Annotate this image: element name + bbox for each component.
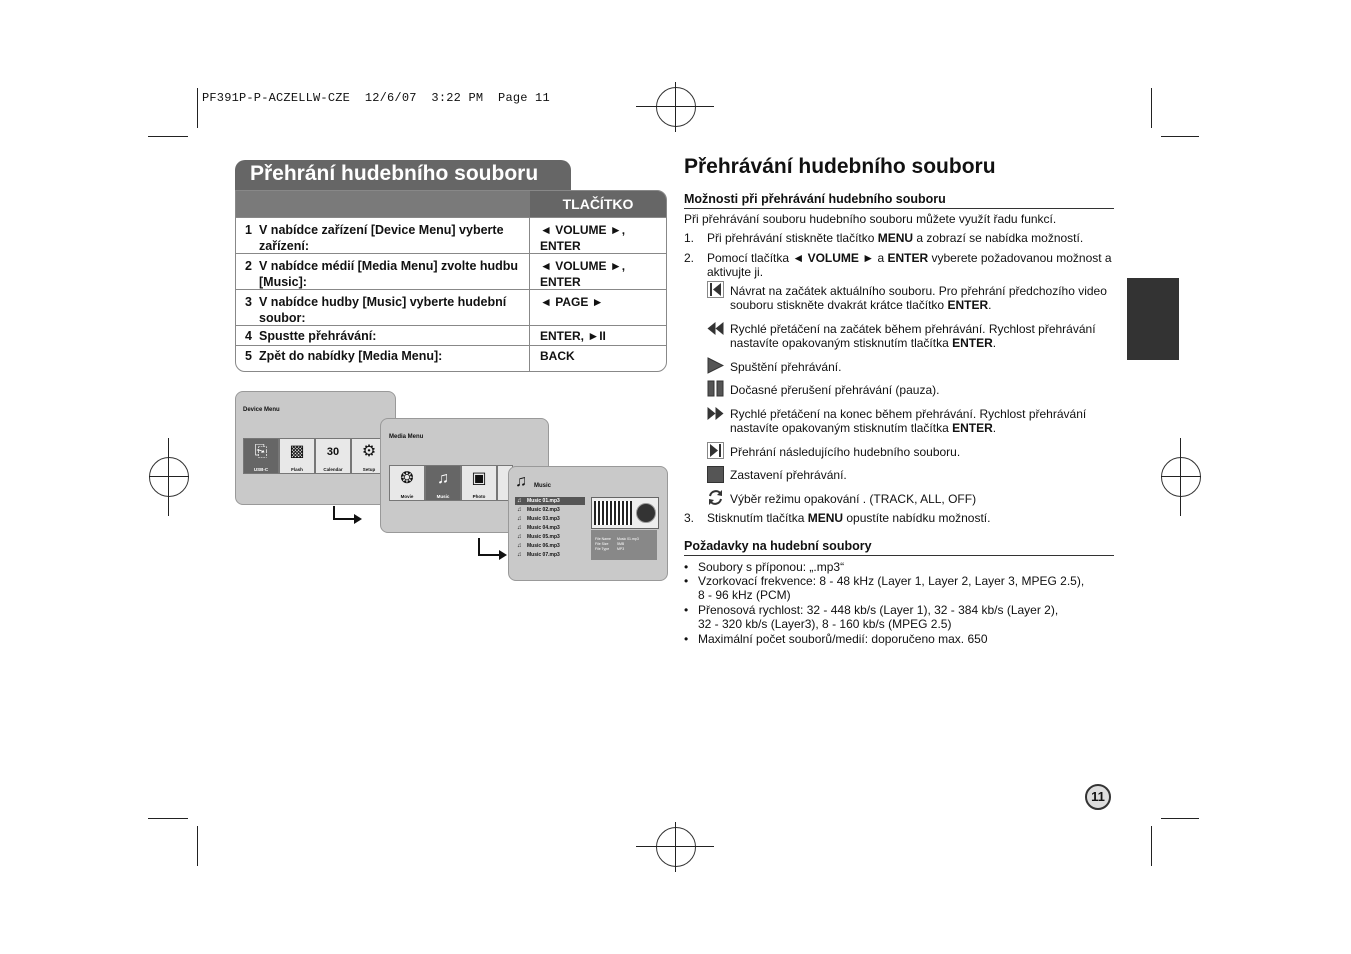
album-art-panel — [591, 497, 659, 529]
music-note-icon: ♫ — [515, 473, 527, 490]
option-text: Spuštění přehrávání. — [730, 360, 842, 374]
section-heading: Požadavky na hudební soubory — [684, 539, 1114, 556]
bullet-text: Vzorkovací frekvence: 8 - 48 kHz (Layer 1, Layer 2, Layer 3, MPEG 2.5), 8 - 96 kHz (PCM) — [698, 574, 1085, 602]
film-reel-icon: ❂ — [400, 470, 414, 487]
list-item[interactable]: ♫ Music 07.mp3 — [515, 551, 585, 559]
table-row: 1 V nabídce zařízení [Device Menu] vyberte zařízení: ◄ VOLUME ►, ENTER — [236, 217, 666, 254]
table-row: 2 V nabídce médií [Media Menu] zvolte hudbu [Music]: ◄ VOLUME ►, ENTER — [236, 253, 666, 290]
option-text: Dočasné přerušení přehrávání (pauza). — [730, 383, 940, 397]
crop-mark — [1161, 818, 1199, 819]
bullet: • — [684, 560, 689, 574]
rewind-icon — [707, 320, 724, 337]
movie-tile[interactable]: ❂ Movie — [389, 465, 425, 501]
bullet: • — [684, 574, 689, 588]
barcode-icon — [594, 501, 632, 525]
step-text: Stisknutím tlačítka MENU opustíte nabídku možností. — [707, 511, 991, 525]
list-item[interactable]: ♫ Music 01.mp3 — [515, 497, 585, 505]
calendar-tile[interactable]: 30 Calendar — [315, 438, 351, 474]
step-number: 3. — [684, 511, 695, 525]
skip-forward-icon — [707, 442, 724, 459]
step-number: 2. — [684, 251, 695, 265]
instruction-box — [235, 160, 667, 371]
section-title: Přehrání hudebního souboru — [250, 162, 539, 185]
list-item[interactable]: ♫ Music 06.mp3 — [515, 542, 585, 550]
table-row: 3 V nabídce hudby [Music] vyberte hudební soubor: ◄ PAGE ► — [236, 289, 666, 326]
table-row: 4 Spustte přehrávání: ENTER, ►II — [236, 325, 666, 346]
stop-icon — [707, 466, 724, 483]
photo-tile[interactable]: ▣ Photo — [461, 465, 497, 501]
music-note-icon: ♫ — [437, 470, 449, 487]
device-menu-title: Device Menu — [243, 407, 280, 413]
option-text: Návrat na začátek aktuálního souboru. Pro přehrání předchozího video souboru stiskněte dvakrát krátce tlačítko ENTER. — [730, 284, 1107, 312]
list-item[interactable]: ♫ Music 05.mp3 — [515, 533, 585, 541]
bullet: • — [684, 603, 689, 617]
device-menu-screen — [235, 391, 396, 505]
calendar-icon: 30 — [326, 446, 340, 458]
step-number: 1. — [684, 231, 695, 245]
button-cell: ◄ VOLUME ►, ENTER — [540, 259, 626, 289]
usb-icon: ⎘ — [254, 443, 268, 460]
photo-icon: ▣ — [471, 470, 487, 487]
crop-mark — [1151, 88, 1152, 128]
music-menu-title: Music — [534, 483, 552, 489]
music-tile[interactable]: ♫ Music — [425, 465, 461, 501]
print-header: PF391P-P-ACZELLW-CZE 12/6/07 3:22 PM Page 11 — [202, 91, 550, 105]
file-info-panel: File Name File Size File Type Music 01.mp3 5MB MP3 — [591, 530, 657, 560]
option-text: Zastavení přehrávání. — [730, 468, 847, 482]
page-title: Přehrávání hudebního souboru — [684, 155, 996, 178]
fast-forward-icon — [707, 405, 724, 422]
table-row: 5 Zpět do nabídky [Media Menu]: BACK — [236, 345, 666, 372]
button-cell: ENTER, ►II — [540, 329, 606, 343]
list-item[interactable]: ♫ Music 03.mp3 — [515, 515, 585, 523]
option-text: Rychlé přetáčení na začátek během přehrávání. Rychlost přehrávání nastavíte opakovaným stisknutím tlačítka ENTER. — [730, 322, 1096, 350]
list-item[interactable]: ♫ Music 04.mp3 — [515, 524, 585, 532]
button-cell: ◄ PAGE ► — [540, 295, 604, 309]
button-column-header: TLAČÍTKO — [530, 191, 666, 217]
cd-icon — [636, 503, 656, 523]
section-heading: Možnosti při přehrávání hudebního souboru — [684, 192, 1114, 209]
step-text: Při přehrávání stiskněte tlačítko MENU a zobrazí se nabídka možností. — [707, 231, 1084, 245]
play-icon — [707, 357, 724, 374]
steps-table — [235, 190, 667, 372]
intro-text: Při přehrávání souboru hudebního souboru můžete využít řadu funkcí. — [684, 212, 1057, 226]
usb-tile[interactable]: ⎘ USB-C — [243, 438, 279, 474]
crop-mark — [148, 136, 188, 137]
bullet-text: Maximální počet souborů/medií: doporučeno max. 650 — [698, 632, 988, 646]
arrow-icon — [330, 505, 364, 525]
media-menu-title: Media Menu — [389, 434, 424, 440]
bullet: • — [684, 632, 689, 646]
setup-tile[interactable]: ⚙ Setup — [351, 438, 387, 474]
side-tab — [1127, 278, 1179, 360]
arrow-icon — [475, 537, 509, 561]
repeat-icon — [707, 489, 724, 506]
pause-icon — [707, 380, 724, 397]
option-text: Rychlé přetáčení na konec během přehrávání. Rychlost přehrávání nastavíte opakovaným stisknutím tlačítka ENTER. — [730, 407, 1087, 435]
crop-mark — [197, 826, 198, 866]
memory-card-icon: ▩ — [289, 443, 305, 460]
button-cell: BACK — [540, 349, 575, 363]
bullet-text: Soubory s příponou: „.mp3“ — [698, 560, 845, 574]
option-text: Přehrání následujícího hudebního souboru. — [730, 445, 961, 459]
option-text: Výběr režimu opakování . (TRACK, ALL, OFF) — [730, 492, 977, 506]
button-cell: ◄ VOLUME ►, ENTER — [540, 223, 626, 253]
crop-mark — [1161, 136, 1199, 137]
page-number: 11 — [1085, 784, 1111, 810]
skip-back-icon — [707, 281, 724, 298]
gear-icon: ⚙ — [361, 443, 377, 460]
crop-mark — [148, 818, 188, 819]
flash-tile[interactable]: ▩ Flash — [279, 438, 315, 474]
bullet-text: Přenosová rychlost: 32 - 448 kb/s (Layer 1), 32 - 384 kb/s (Layer 2), 32 - 320 kb/s (Layer3), 8 - 160 kb/s (MPEG 2.5) — [698, 603, 1059, 631]
table-header — [236, 191, 666, 217]
crop-mark — [1151, 826, 1152, 866]
crop-mark — [197, 88, 198, 128]
list-item[interactable]: ♫ Music 02.mp3 — [515, 506, 585, 514]
step-text: Pomocí tlačítka ◄ VOLUME ► a ENTER vyberete požadovanou možnost a aktivujte ji. — [707, 251, 1112, 279]
